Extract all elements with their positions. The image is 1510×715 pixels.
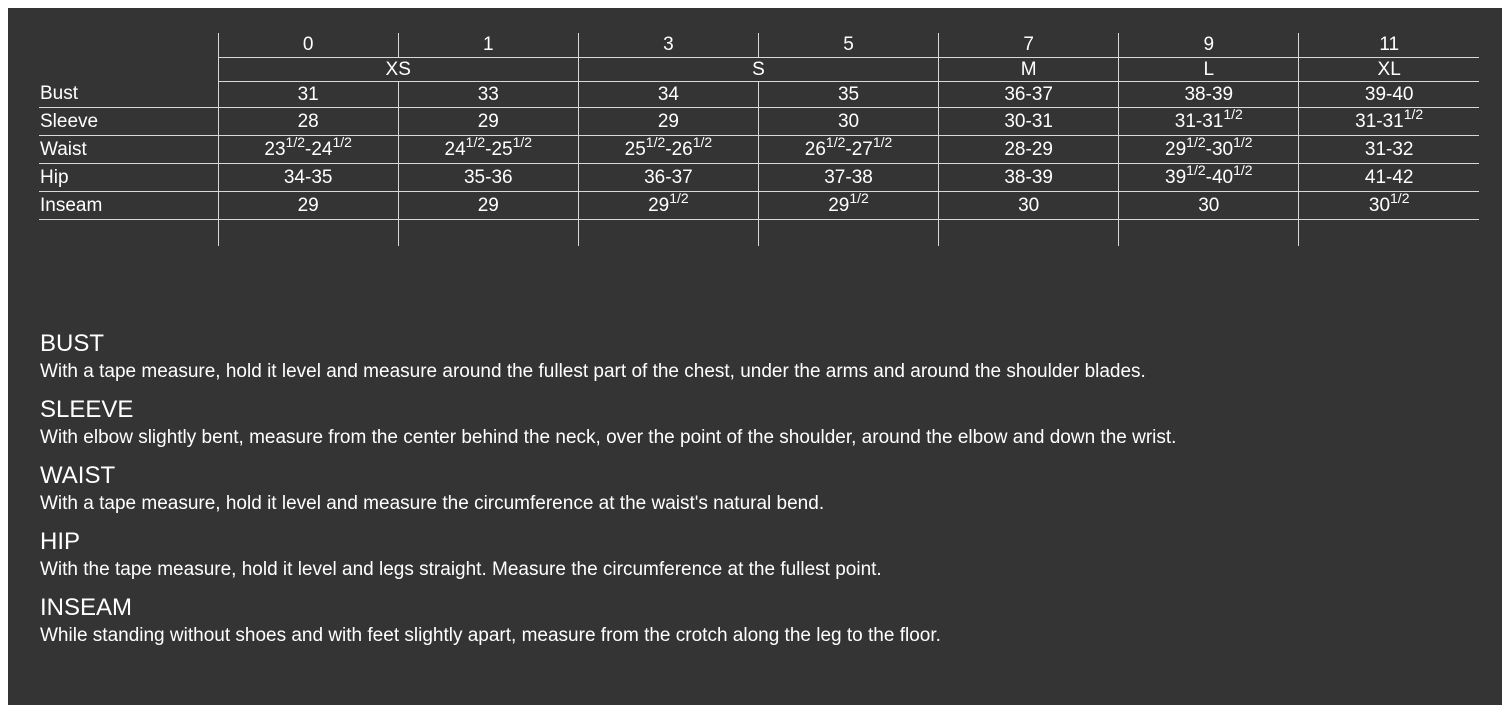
row-label: Waist (39, 136, 218, 164)
measurement-cell: 30 (939, 192, 1119, 220)
measurement-cell: 29 (398, 192, 578, 220)
measurement-rows (39, 82, 1479, 220)
measurement-cell (218, 133, 398, 164)
fraction-superscript: 1/2 (1186, 161, 1206, 178)
measurement-part: 29 (1165, 138, 1187, 160)
measurement-cell (1119, 105, 1299, 136)
measurement-cell: 29 (578, 108, 758, 136)
guide-section-text: With a tape measure, hold it level and measure the circumference at the waist's natural bend. (40, 493, 825, 514)
table-row (39, 164, 1479, 192)
fraction-superscript: 1/2 (285, 133, 305, 150)
numeric-size-header: 9 (1119, 33, 1299, 58)
letter-size-header-row (39, 58, 1479, 82)
row-label: Hip (39, 164, 218, 192)
measurement-guide (40, 330, 1460, 660)
fraction-superscript: 1/2 (849, 189, 869, 206)
header-corner (39, 58, 218, 82)
guide-section (40, 330, 1460, 386)
fraction-superscript: 1/2 (1390, 189, 1410, 206)
measurement-cell: 30 (758, 108, 938, 136)
spacer-cell (939, 220, 1119, 247)
table-row (39, 192, 1479, 220)
guide-section (40, 528, 1460, 584)
guide-section (40, 594, 1460, 650)
measurement-cell: 39-40 (1299, 82, 1479, 108)
letter-size-header: M (939, 58, 1119, 82)
spacer-cell (1119, 220, 1299, 247)
spacer-cell (218, 220, 398, 247)
measurement-part: 24 (444, 138, 466, 160)
fraction-superscript: 1/2 (645, 133, 666, 150)
row-label: Sleeve (39, 108, 218, 136)
numeric-size-header-row (39, 33, 1479, 58)
measurement-cell: 34 (578, 82, 758, 108)
numeric-size-header: 1 (398, 33, 578, 58)
table-spacer-row (39, 220, 1479, 247)
measurement-part: 29 (828, 194, 850, 216)
table-row (39, 136, 1479, 164)
guide-section-title: HIP (40, 528, 81, 555)
measurement-cell (1119, 133, 1299, 164)
measurement-part: -26 (665, 138, 693, 160)
letter-size-header: XS (218, 58, 578, 82)
measurement-cell (1299, 189, 1479, 220)
measurement-cell (578, 133, 758, 164)
measurement-part: -40 (1205, 166, 1234, 188)
fraction-superscript: 1/2 (1403, 105, 1424, 122)
fraction-superscript: 1/2 (1233, 161, 1253, 178)
table-row (39, 82, 1479, 108)
measurement-cell: 38-39 (1119, 82, 1299, 108)
measurement-cell (398, 133, 578, 164)
size-chart-table (39, 33, 1479, 246)
measurement-part: -30 (1205, 138, 1234, 160)
measurement-cell: 37-38 (758, 164, 938, 192)
spacer-cell (578, 220, 758, 247)
measurement-cell: 35 (758, 82, 938, 108)
measurement-cell: 30-31 (939, 108, 1119, 136)
numeric-size-header: 11 (1299, 33, 1479, 58)
measurement-part: 23 (264, 138, 286, 160)
measurement-part: 31-31 (1355, 110, 1404, 132)
letter-size-header: S (578, 58, 938, 82)
letter-size-header: L (1119, 58, 1299, 82)
spacer-cell (1299, 220, 1479, 247)
measurement-cell (758, 189, 938, 220)
guide-section-title: INSEAM (40, 594, 133, 621)
header-corner (39, 33, 218, 58)
measurement-cell (578, 189, 758, 220)
measurement-cell: 33 (398, 82, 578, 108)
spacer-cell (39, 220, 218, 247)
measurement-cell: 30 (1119, 192, 1299, 220)
row-label: Inseam (39, 192, 218, 220)
guide-section-title: BUST (40, 330, 105, 357)
fraction-superscript: 1/2 (465, 133, 486, 150)
measurement-cell: 29 (218, 192, 398, 220)
measurement-part: 29 (648, 194, 670, 216)
guide-section-text: With elbow slightly bent, measure from the center behind the neck, over the point of the shoulder, around the elbow and down the wrist. (40, 427, 1177, 448)
measurement-cell (758, 133, 938, 164)
letter-size-header: XL (1299, 58, 1479, 82)
row-label: Bust (39, 82, 218, 108)
guide-section (40, 396, 1460, 452)
measurement-part: 25 (624, 138, 646, 160)
measurement-cell: 38-39 (939, 164, 1119, 192)
fraction-superscript: 1/2 (1186, 133, 1206, 150)
guide-section (40, 462, 1460, 518)
guide-section-text: With the tape measure, hold it level and legs straight. Measure the circumference at the fullest point. (40, 559, 882, 580)
table-row (39, 108, 1479, 136)
measurement-part: -25 (485, 138, 513, 160)
measurement-cell (1299, 105, 1479, 136)
measurement-cell: 34-35 (218, 164, 398, 192)
fraction-superscript: 1/2 (825, 133, 846, 150)
guide-section-text: With a tape measure, hold it level and measure around the fullest part of the chest, under the arms and around the shoulder blades. (40, 361, 1146, 382)
measurement-cell (1119, 161, 1299, 192)
measurement-part: -27 (845, 138, 873, 160)
guide-section-text: While standing without shoes and with feet slightly apart, measure from the crotch along the leg to the floor. (40, 625, 941, 646)
numeric-size-header: 5 (758, 33, 938, 58)
measurement-cell: 36-37 (939, 82, 1119, 108)
measurement-part: 39 (1165, 166, 1187, 188)
fraction-superscript: 1/2 (692, 133, 713, 150)
measurement-part: -24 (305, 138, 333, 160)
measurement-part: 26 (804, 138, 826, 160)
size-chart-panel (8, 8, 1502, 705)
measurement-part: 30 (1368, 194, 1391, 216)
fraction-superscript: 1/2 (332, 133, 352, 150)
measurement-cell: 35-36 (398, 164, 578, 192)
fraction-superscript: 1/2 (512, 133, 533, 150)
measurement-cell: 41-42 (1299, 164, 1479, 192)
guide-section-title: WAIST (40, 462, 116, 489)
measurement-cell: 31-32 (1299, 136, 1479, 164)
guide-section-title: SLEEVE (40, 396, 134, 423)
fraction-superscript: 1/2 (1223, 105, 1243, 122)
measurement-cell: 28-29 (939, 136, 1119, 164)
fraction-superscript: 1/2 (872, 133, 893, 150)
measurement-part: 31-31 (1174, 110, 1224, 132)
measurement-cell: 36-37 (578, 164, 758, 192)
numeric-size-header: 7 (939, 33, 1119, 58)
fraction-superscript: 1/2 (669, 189, 689, 206)
numeric-size-header: 3 (578, 33, 758, 58)
spacer-cell (398, 220, 578, 247)
numeric-size-header: 0 (218, 33, 398, 58)
measurement-cell: 31 (218, 82, 398, 108)
spacer-cell (758, 220, 938, 247)
measurement-cell: 28 (218, 108, 398, 136)
fraction-superscript: 1/2 (1233, 133, 1253, 150)
measurement-cell: 29 (398, 108, 578, 136)
